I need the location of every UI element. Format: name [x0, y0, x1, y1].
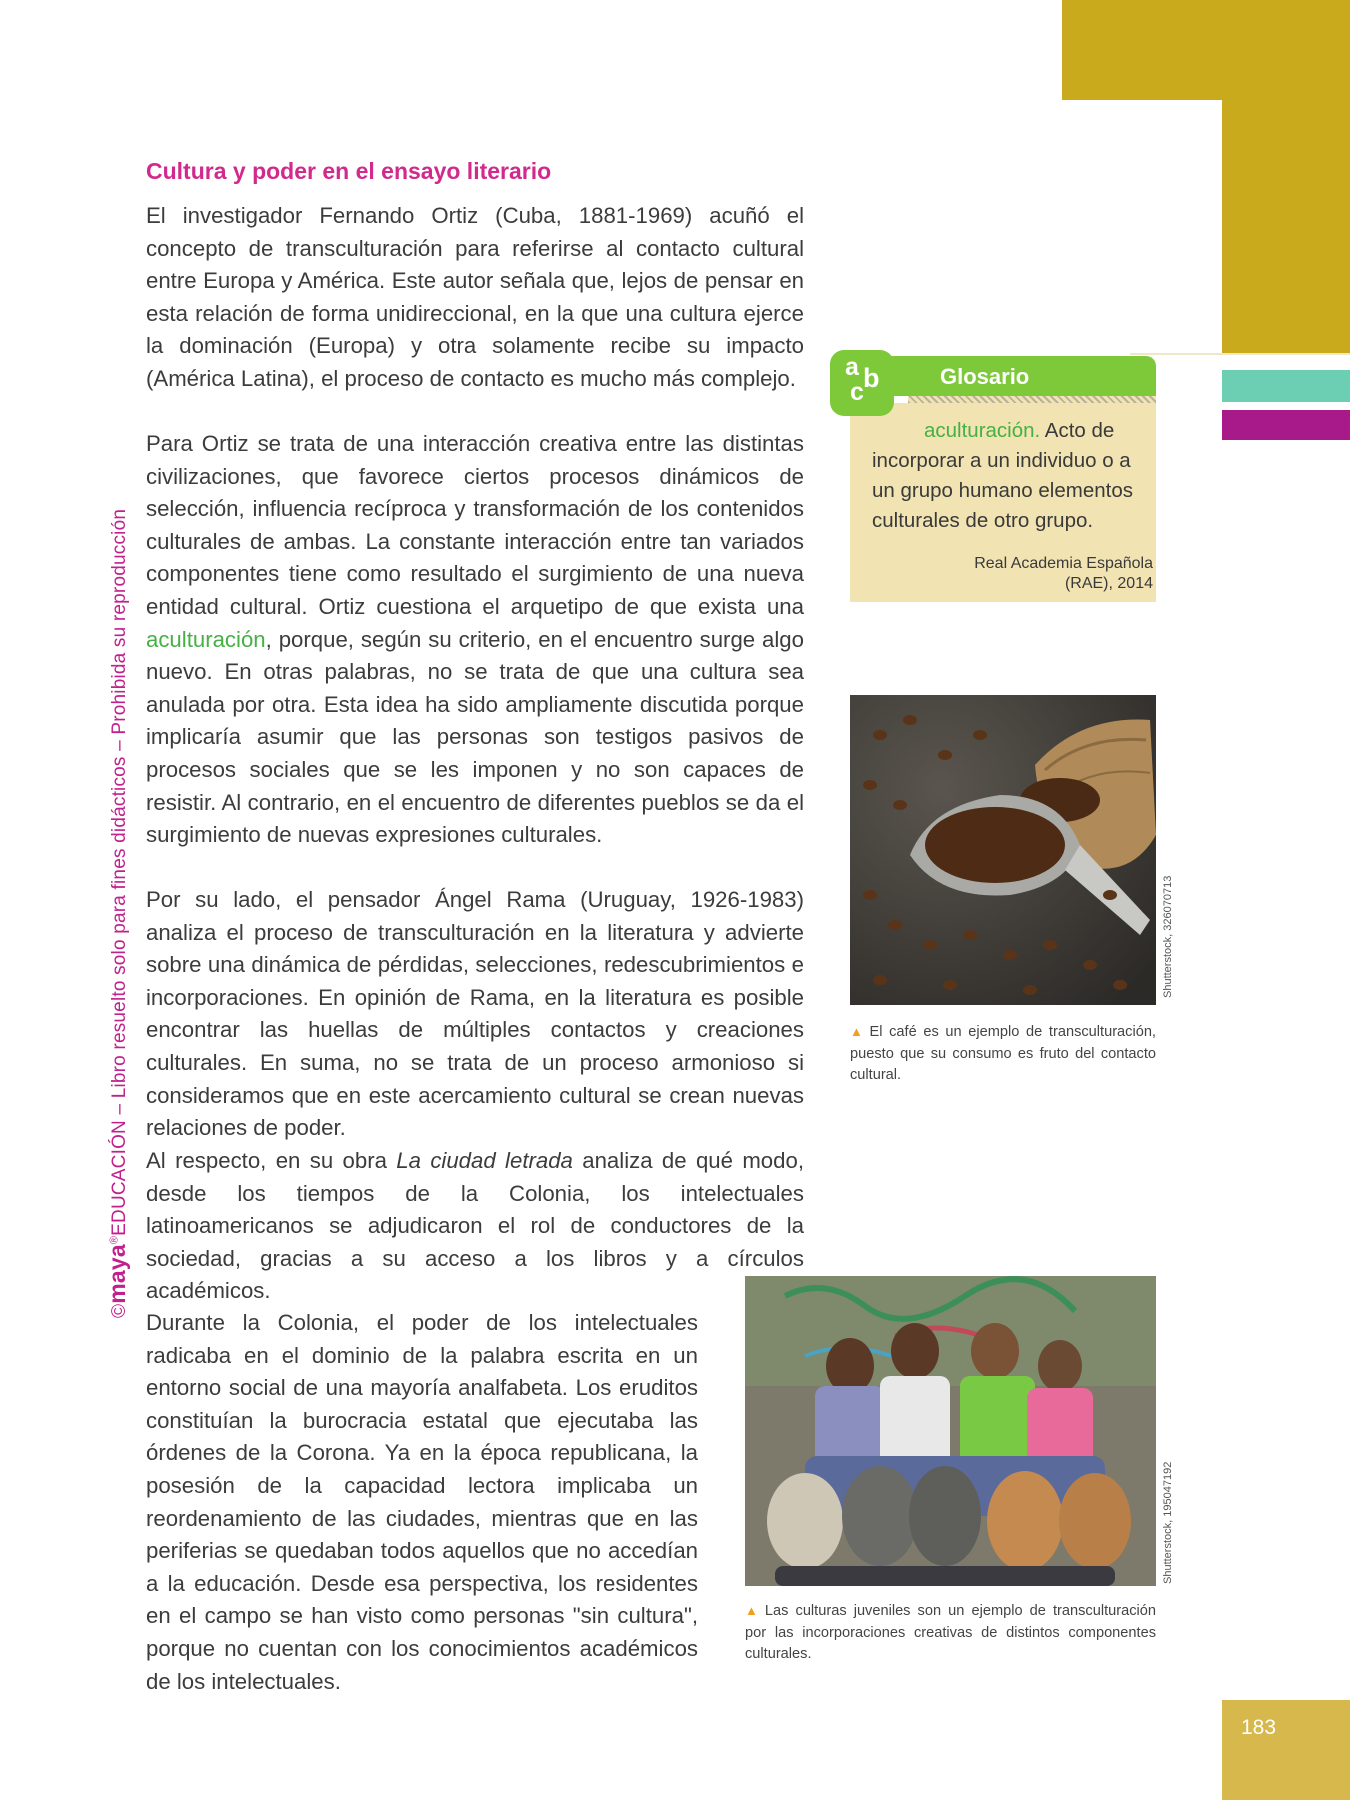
decorative-band-teal: [1222, 370, 1350, 402]
glossary-term: aculturación.: [924, 419, 1041, 442]
coffee-photo: [850, 695, 1156, 1005]
paragraph-5: Durante la Colonia, el poder de los intelectuales radicaba en el dominio de la palabra escrita en un entorno social de una mayoría analfabeta. Los eruditos constituían la burocracia estatal que ejecutaba las órdenes de la Corona. Ya en la época republicana, la posesión de la capacidad lectora implicaba un reordenamiento de las ciudades, mientras que en las periferias se quedaban todos aquellos que no accedían a la educación. Desde esa perspectiva, los residentes en el campo se han visto como personas "sin cultura", porque no cuentan con los conocimientos académicos de los intelectuales.: [146, 1310, 698, 1694]
copyright-text: EDUCACIÓN – Libro resuelto solo para fines didácticos – Prohibida su reproducción: [109, 508, 130, 1236]
photo-credit-youth: Shutterstock, 195047192: [1162, 1461, 1174, 1584]
decorative-divider-line: [1130, 353, 1350, 355]
copyright-notice: [104, 509, 131, 1318]
decorative-band-gold-side: [1222, 100, 1350, 355]
glossary-icon-letter-b: b: [863, 363, 880, 393]
glossary-definition-text: Acto de incorporar a un individuo o a un grupo humano elementos culturales de otro grupo.: [872, 419, 1133, 532]
youth-culture-photo: [745, 1276, 1156, 1586]
glossary-source: [960, 554, 1153, 594]
glossary-icon-letter-a: a: [845, 353, 859, 381]
glossary-abc-icon: [830, 350, 894, 416]
youth-illustration: [745, 1276, 1156, 1586]
glossary-definition: [872, 416, 1148, 536]
coffee-illustration: [850, 695, 1156, 1005]
paragraph-1: El investigador Fernando Ortiz (Cuba, 1881-1969) acuñó el concepto de transculturación para referirse al contacto cultural entre Europa y América. Este autor señala que, lejos de pensar en esta relación de forma unidireccional, en la que una cultura ejerce la dominación (Europa) y otra solamente recibe su impacto (América Latina), el proceso de contacto es mucho más complejo.: [146, 203, 804, 391]
page-number-tab: [1222, 1700, 1350, 1800]
glossary-header: [850, 356, 1156, 396]
glossary-source-line-1: Real Academia Española: [974, 555, 1153, 572]
book-title: La ciudad letrada: [396, 1148, 573, 1173]
caption-coffee: [850, 1021, 1156, 1087]
glossary-hatch-divider: [908, 396, 1156, 403]
copyright-symbol: ©: [109, 1303, 130, 1318]
caption-marker-icon: ▲: [745, 1603, 761, 1618]
glossary-source-line-2: (RAE), 2014: [1064, 575, 1153, 592]
glossary-term-link: aculturación: [146, 626, 266, 652]
paragraph-2: [146, 428, 804, 852]
glossary-icon-letter-c: c: [850, 378, 864, 406]
caption-youth: [745, 1600, 1156, 1666]
paragraph-2-text-a: Para Ortiz se trata de una interacción creativa entre las distintas civilizaciones, que favorece ciertos procesos dinámicos de selección, influencia recíproca y transformación de los contenidos culturales de ambas. La constante interacción entre tan variados componentes tiene como resultado el surgimiento de una nueva entidad cultural. Ortiz cuestiona el arquetipo de que exista una: [146, 431, 804, 619]
decorative-band-magenta: [1222, 410, 1350, 440]
decorative-band-gold-top: [1062, 0, 1350, 100]
paragraph-2-text-b: , porque, según su criterio, en el encuentro surge algo nuevo. En otras palabras, no se trata de que una cultura sea anulada por otra. Esta idea ha sido ampliamente discutida porque implicaría asumir que las personas son testigos pasivos de procesos sociales que se les imponen y no son capaces de resistir. Al contrario, en el encuentro de diferentes pueblos se da el surgimiento de nuevas expresiones culturales.: [146, 626, 804, 848]
page-number: 183: [1241, 1716, 1277, 1739]
paragraph-4-text-a: Al respecto, en su obra: [146, 1148, 397, 1173]
glossary-title: Glosario: [940, 364, 1030, 389]
glossary-box: [830, 353, 1156, 602]
publisher-logo: maya: [104, 1244, 130, 1304]
caption-marker-icon: ▲: [850, 1024, 866, 1039]
caption-youth-text: Las culturas juveniles son un ejemplo de transculturación por las incorporaciones creativas de distintos componentes culturales.: [745, 1603, 1157, 1662]
paragraph-4: [146, 1145, 804, 1308]
paragraph-4-text-b: analiza de qué modo, desde los tiempos de la Colonia, los intelectuales latinoamericanos se adjudicaron el rol de conductores de la sociedad, gracias a su acceso a los libros y a círculos académicos.: [146, 1148, 804, 1304]
photo-credit-coffee: Shutterstock, 326070713: [1162, 875, 1174, 998]
paragraph-3: Por su lado, el pensador Ángel Rama (Uruguay, 1926-1983) analiza el proceso de transculturación en la literatura y advierte sobre una dinámica de pérdidas, selecciones, redescubrimientos e incorporaciones. En opinión de Rama, en la literatura es posible encontrar las huellas de múltiples contactos y creaciones culturales. En suma, no se trata de un proceso armonioso si consideramos que en este acercamiento cultural se crean nuevas relaciones de poder.: [146, 887, 804, 1141]
caption-coffee-text: El café es un ejemplo de transculturación, puesto que su consumo es fruto del contacto cultural.: [850, 1024, 1156, 1083]
section-heading: Cultura y poder en el ensayo literario: [146, 158, 552, 184]
registered-mark: ®: [108, 1235, 121, 1245]
